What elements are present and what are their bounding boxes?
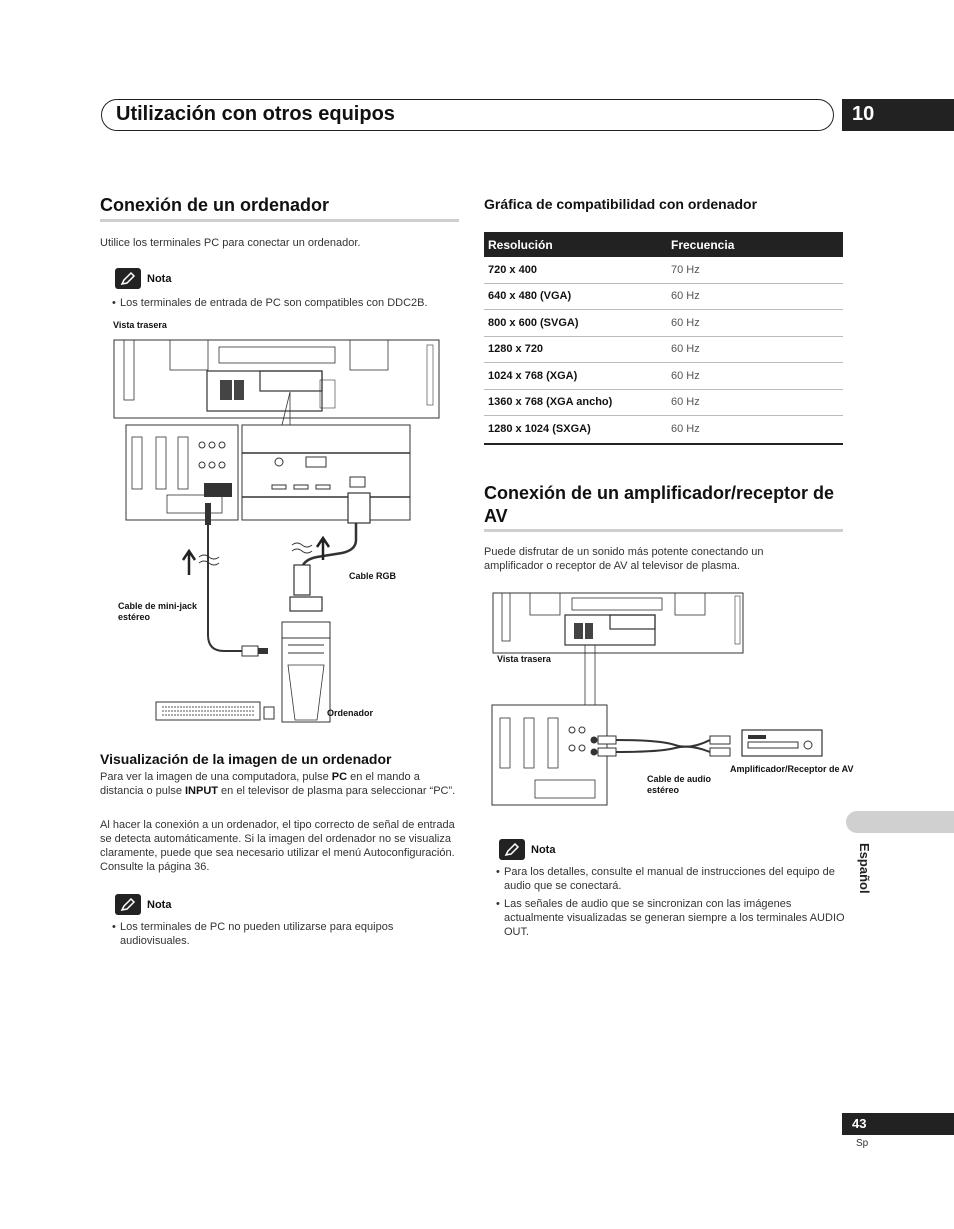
auto-detect-paragraph: Al hacer la conexión a un ordenador, el tipo correcto de señal de entrada se detecta automáticamente. Si la imagen del ordenador no se visualiza claramente, puede que sea necesario utilizar el menú Autoconfiguración. Consulte la página 36. (100, 819, 455, 873)
note-bullet: • Las señales de audio que se sincronizan con las imágenes actualmente visualizadas se generan siempre a los terminales AUDIO OUT. (496, 897, 846, 939)
note-header (115, 268, 171, 289)
heading-rule (100, 219, 459, 222)
compatibility-table (484, 232, 843, 445)
rear-view-label: Vista trasera (497, 654, 551, 664)
pc-image-paragraph: Para ver la imagen de una computadora, pulse PC en el mando a distancia o pulse INPUT en el televisor de plasma para seleccionar “PC”. (100, 771, 456, 797)
chapter-title: Utilización con otros equipos (116, 103, 395, 125)
amplifier-label: Amplificador/Receptor de AV (730, 764, 854, 774)
column-header: Frecuencia (671, 237, 735, 252)
chapter-title-bar (101, 99, 834, 131)
section-heading-amplifier: Conexión de un amplificador/receptor de AV (484, 483, 835, 526)
note-header (115, 894, 171, 915)
note-bullet: • Los terminales de entrada de PC son compatibles con DDC2B. (112, 296, 462, 310)
note-bullet: • Para los detalles, consulte el manual de instrucciones del equipo de audio que se conectará. (496, 865, 846, 893)
minijack-cable-label: Cable de mini-jack estéreo (118, 601, 198, 622)
table-header-row (484, 232, 843, 257)
rear-view-label: Vista trasera (113, 320, 167, 330)
note-header (499, 839, 555, 860)
table-row: 640 x 480 (VGA) 60 Hz (484, 284, 843, 311)
computer-connection-diagram (112, 335, 442, 725)
amplifier-intro: Puede disfrutar de un sonido más potente conectando un amplificador o receptor de AV al televisor de plasma. (484, 546, 764, 572)
sub-heading-pc-image: Visualización de la imagen de un ordenador (100, 751, 392, 767)
pencil-note-icon (115, 268, 141, 289)
pencil-note-icon (115, 894, 141, 915)
heading-rule (484, 529, 843, 532)
table-row: 1280 x 1024 (SXGA) 60 Hz (488, 423, 700, 436)
table-row: 800 x 600 (SVGA) 60 Hz (484, 310, 843, 337)
note-label: Nota (147, 898, 172, 911)
pencil-note-icon (499, 839, 525, 860)
table-row: 1024 x 768 (XGA) 60 Hz (484, 363, 843, 390)
rgb-cable-label: Cable RGB (349, 571, 397, 581)
chapter-number: 10 (842, 99, 954, 131)
language-label: Español (857, 843, 872, 894)
table-row: 720 x 400 70 Hz (484, 257, 843, 284)
note-label: Nota (531, 843, 556, 856)
page-number: 43 (842, 1113, 954, 1135)
intro-text: Utilice los terminales PC para conectar un ordenador. (100, 237, 361, 249)
language-tab (846, 811, 954, 833)
column-header: Resolución (488, 237, 553, 252)
table-heading: Gráfica de compatibilidad con ordenador (484, 196, 758, 212)
audio-cable-label: Cable de audio estéreo (647, 774, 712, 795)
note-bullet: • Los terminales de PC no pueden utilizarse para equipos audiovisuales. (112, 920, 457, 948)
table-row: 1360 x 768 (XGA ancho) 60 Hz (484, 390, 843, 417)
note-label: Nota (147, 272, 172, 285)
computer-label: Ordenador (327, 708, 374, 718)
section-heading-computer: Conexión de un ordenador (100, 195, 330, 215)
page-locale: Sp (856, 1138, 869, 1149)
table-row: 1280 x 720 60 Hz (484, 337, 843, 364)
